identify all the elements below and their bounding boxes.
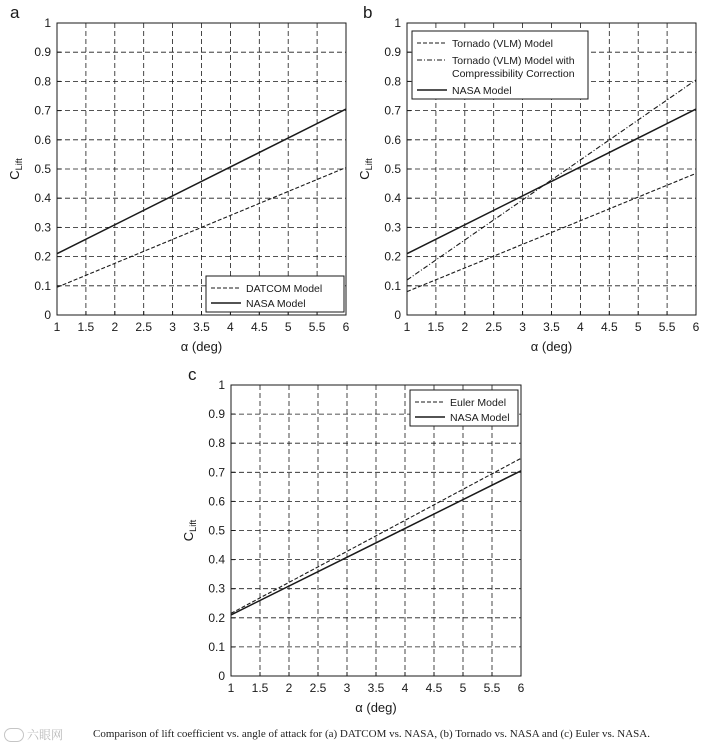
chart-panel-a	[7, 3, 350, 354]
y-tick-label: 0.4	[384, 191, 401, 206]
x-tick-label: 5.5	[483, 681, 501, 695]
y-tick-label: 1	[218, 378, 225, 392]
x-tick-label: 4.5	[250, 320, 268, 334]
y-tick-label: 0.4	[208, 552, 225, 567]
x-axis-label: α (deg)	[180, 339, 223, 354]
y-tick-label: 0.8	[208, 436, 225, 451]
x-tick-label: 4.5	[425, 681, 443, 695]
x-tick-label: 1.5	[427, 320, 445, 334]
x-tick-label: 3	[343, 681, 351, 695]
y-tick-label: 0.9	[384, 45, 401, 60]
y-tick-label: 1	[394, 16, 401, 30]
legend-entry-label: Tornado (VLM) Model with Compressibility Correction	[452, 55, 575, 80]
y-axis-label: $C_{Lift}$	[7, 158, 24, 180]
y-tick-label: 0.6	[208, 494, 225, 509]
y-tick-label: 0.6	[384, 132, 401, 147]
x-tick-label: 4	[577, 320, 584, 334]
y-tick-label: 0.9	[208, 407, 225, 422]
y-tick-label: 0.3	[208, 581, 225, 596]
x-tick-label: 2.5	[135, 320, 153, 334]
x-tick-label: 1	[227, 681, 235, 695]
chart-panel-c	[181, 365, 525, 715]
watermark-text: 六眼网	[27, 728, 64, 742]
y-tick-label: 0.7	[208, 465, 225, 480]
figure-caption: Comparison of lift coefficient vs. angle of attack for (a) DATCOM vs. NASA, (b) Tornado vs. NASA and (c) Euler vs. NASA.	[93, 728, 650, 740]
x-tick-label: 4.5	[600, 320, 618, 334]
x-tick-label: 4	[227, 320, 234, 334]
x-tick-label: 3	[519, 320, 526, 334]
x-tick-label: 3.5	[367, 681, 385, 695]
x-tick-label: 5	[284, 320, 292, 334]
x-tick-label: 3.5	[543, 320, 560, 334]
legend-entry-label: NASA Model	[452, 85, 512, 97]
legend	[412, 31, 588, 99]
x-tick-label: 3	[169, 320, 176, 334]
y-tick-label: 0.5	[208, 523, 225, 538]
y-tick-label: 0.6	[34, 132, 51, 147]
y-tick-label: 0.2	[208, 610, 225, 625]
panel-label: c	[188, 365, 197, 384]
x-tick-label: 1.5	[77, 320, 95, 334]
x-tick-label: 2.5	[485, 320, 503, 334]
y-tick-label: 0.7	[384, 103, 401, 118]
legend-entry-label: Euler Model	[450, 397, 507, 409]
panel-label: b	[363, 3, 373, 22]
y-tick-label: 0.2	[34, 249, 51, 264]
y-tick-label: 0	[44, 308, 51, 322]
y-tick-label: 1	[44, 16, 51, 30]
x-tick-label: 1.5	[251, 681, 269, 695]
y-tick-label: 0.3	[34, 220, 51, 235]
x-tick-label: 1	[403, 320, 411, 334]
y-tick-label: 0.5	[34, 162, 51, 176]
x-tick-label: 6	[342, 320, 350, 334]
y-tick-label: 0.5	[384, 162, 401, 176]
x-tick-label: 1	[53, 320, 61, 334]
legend	[410, 390, 518, 426]
y-axis-label: $C_{Lift}$	[181, 519, 198, 542]
legend-entry-label: NASA Model	[246, 298, 306, 310]
x-tick-label: 2	[461, 320, 469, 334]
x-tick-label: 5.5	[658, 320, 676, 334]
x-tick-label: 6	[517, 681, 525, 695]
x-axis-label: α (deg)	[355, 700, 397, 715]
y-tick-label: 0.1	[384, 278, 401, 293]
y-tick-label: 0.9	[34, 45, 51, 60]
y-axis-label: $C_{Lift}$	[357, 158, 374, 180]
y-tick-label: 0	[394, 308, 401, 322]
y-tick-label: 0.4	[34, 191, 51, 206]
y-tick-label: 0.8	[34, 74, 51, 89]
x-axis-label: α (deg)	[530, 339, 573, 354]
y-tick-label: 0.1	[34, 278, 51, 293]
y-tick-label: 0.3	[384, 220, 401, 235]
x-tick-label: 2.5	[309, 681, 327, 695]
chart-panel-b	[357, 3, 700, 354]
x-tick-label: 5	[634, 320, 642, 334]
y-tick-label: 0.7	[34, 103, 51, 118]
y-tick-label: 0.1	[208, 639, 225, 654]
x-tick-label: 3.5	[193, 320, 210, 334]
y-tick-label: 0	[218, 669, 225, 683]
legend-entry-label: Tornado (VLM) Model	[452, 38, 553, 50]
x-tick-label: 5	[459, 681, 467, 695]
x-tick-label: 5.5	[308, 320, 326, 334]
panel-label: a	[10, 3, 20, 22]
y-tick-label: 0.8	[384, 74, 401, 89]
legend-entry-label: NASA Model	[450, 412, 510, 424]
x-tick-label: 4	[401, 681, 409, 695]
x-tick-label: 6	[692, 320, 700, 334]
legend-entry-label: DATCOM Model	[246, 283, 323, 295]
legend	[206, 276, 344, 312]
y-tick-label: 0.2	[384, 249, 401, 264]
x-tick-label: 2	[111, 320, 119, 334]
x-tick-label: 2	[285, 681, 293, 695]
